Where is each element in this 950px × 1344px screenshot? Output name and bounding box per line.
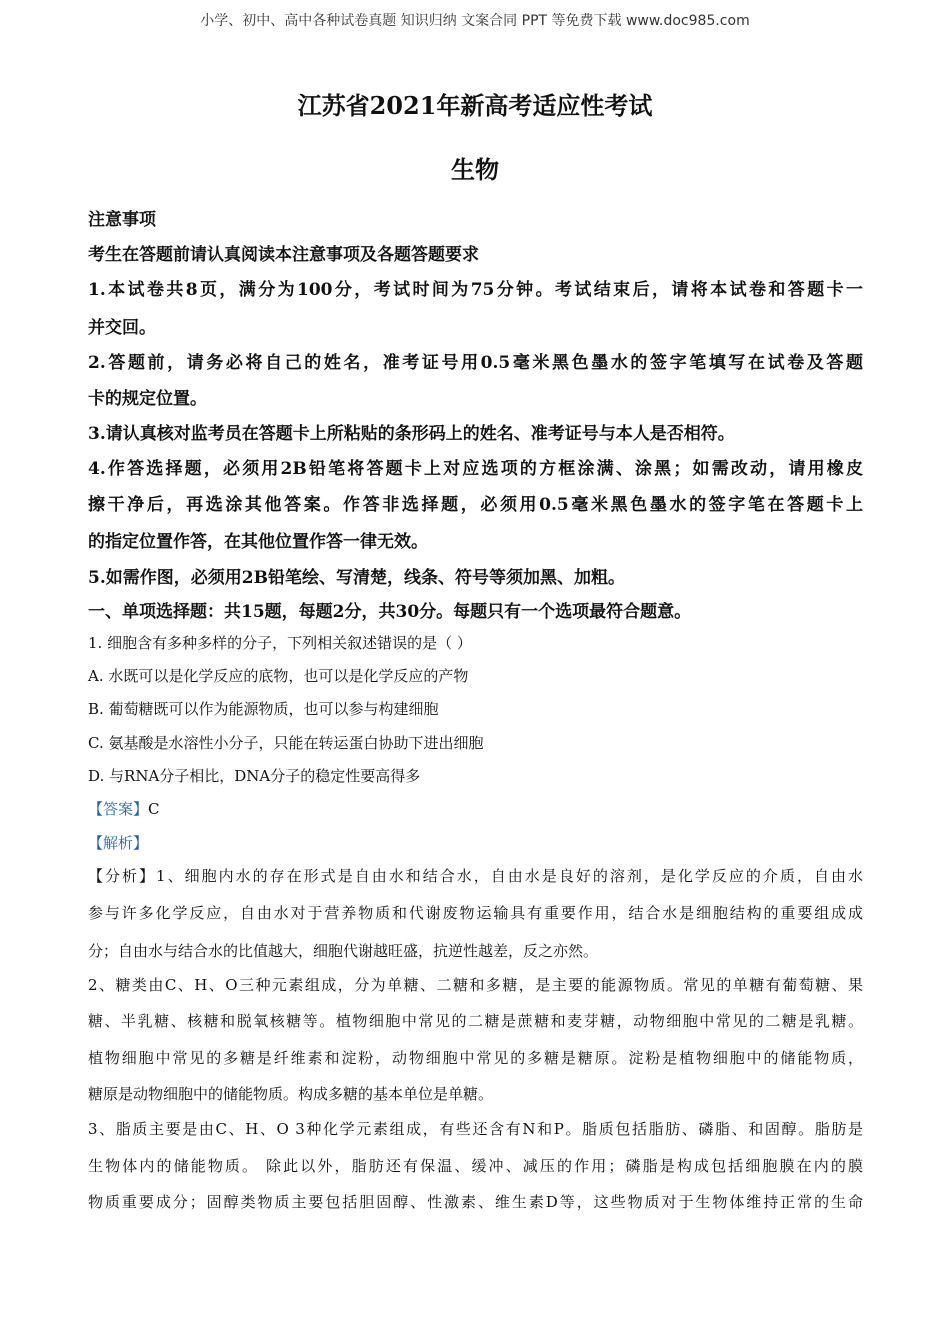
site-header-banner: 小学、初中、高中各种试卷真题 知识归纳 文案合同 PPT 等免费下载 www.doc985.com	[200, 13, 750, 29]
option-c: C. 氨基酸是水溶性小分子，只能在转运蛋白协助下进出细胞	[88, 734, 484, 752]
analysis-label: 【解析】	[88, 834, 149, 852]
answer-line	[88, 798, 160, 819]
exam-title: 江苏省2021年新高考适应性考试	[297, 91, 653, 120]
option-a: A. 水既可以是化学反应的底物，也可以是化学反应的产物	[88, 667, 469, 685]
option-b: B. 葡萄糖既可以作为能源物质，也可以参与构建细胞	[88, 700, 439, 718]
analysis-line: 糖原是动物细胞中的储能物质。构成多糖的基本单位是单糖。	[88, 1085, 494, 1103]
notice-heading: 注意事项	[88, 210, 156, 230]
analysis-line: 糖、半乳糖、核糖和脱氧核糖等。植物细胞中常见的二糖是蔗糖和麦芽糖，动物细胞中常见的二糖是乳糖。	[88, 1012, 863, 1030]
option-d: D. 与RNA分子相比，DNA分子的稳定性要高得多	[88, 767, 421, 785]
analysis-line: 参与许多化学反应，自由水对于营养物质和代谢废物运输具有重要作用，结合水是细胞结构的重要组成成	[88, 904, 863, 922]
analysis-line	[88, 865, 863, 886]
notice-line: 擦干净后，再选涂其他答案。作答非选择题，必须用0.5毫米黑色墨水的签字笔在答题卡上	[88, 495, 863, 515]
question-stem: 1. 细胞含有多种多样的分子，下列相关叙述错误的是（ ）	[88, 634, 472, 652]
analysis-line: 2、糖类由C、H、O三种元素组成，分为单糖、二糖和多糖，是主要的能源物质。常见的单糖有葡萄糖、果	[88, 976, 863, 994]
answer-label: 【答案】	[88, 800, 149, 818]
analysis-line: 植物细胞中常见的多糖是纤维素和淀粉，动物细胞中常见的多糖是糖原。淀粉是植物细胞中的储能物质，	[88, 1049, 863, 1067]
notice-line: 5.如需作图，必须用2B铅笔绘、写清楚，线条、符号等须加黑、加粗。	[88, 568, 625, 588]
notice-line: 2.答题前，请务必将自己的姓名，准考证号用0.5毫米黑色墨水的签字笔填写在试卷及答题	[88, 353, 863, 373]
analysis-text: 1、细胞内水的存在形式是自由水和结合水，自由水是良好的溶剂，是化学反应的介质，自由水	[156, 867, 863, 885]
notice-intro: 考生在答题前请认真阅读本注意事项及各题答题要求	[88, 245, 479, 265]
notice-line: 4.作答选择题，必须用2B铅笔将答题卡上对应选项的方框涂满、涂黑；如需改动，请用橡皮	[88, 459, 863, 479]
analysis-line: 3、脂质主要是由C、H、O 3种化学元素组成，有些还含有N和P。脂质包括脂肪、磷脂、和固醇。脂肪是	[88, 1120, 863, 1138]
analysis-line: 分；自由水与结合水的比值越大，细胞代谢越旺盛，抗逆性越差，反之亦然。	[88, 942, 599, 960]
section-heading: 一、单项选择题：共15题，每题2分，共30分。每题只有一个选项最符合题意。	[88, 602, 692, 622]
notice-line: 1.本试卷共8页，满分为100分，考试时间为75分钟。考试结束后，请将本试卷和答题卡一	[88, 280, 863, 300]
notice-line: 3.请认真核对监考员在答题卡上所粘贴的条形码上的姓名、准考证号与本人是否相符。	[88, 424, 735, 444]
exam-subject: 生物	[451, 155, 499, 184]
answer-value: C	[148, 800, 160, 818]
notice-line: 并交回。	[88, 318, 156, 338]
notice-line: 卡的规定位置。	[88, 389, 207, 409]
analysis-line: 物质重要成分；固醇类物质主要包括胆固醇、性激素、维生素D等，这些物质对于生物体维持正常的生命	[88, 1193, 863, 1211]
analysis-sub-label: 【分析】	[88, 867, 157, 885]
notice-line: 的指定位置作答，在其他位置作答一律无效。	[88, 532, 428, 552]
analysis-line: 生物体内的储能物质。 除此以外，脂肪还有保温、缓冲、减压的作用；磷脂是构成包括细胞膜在内的膜	[88, 1157, 863, 1175]
